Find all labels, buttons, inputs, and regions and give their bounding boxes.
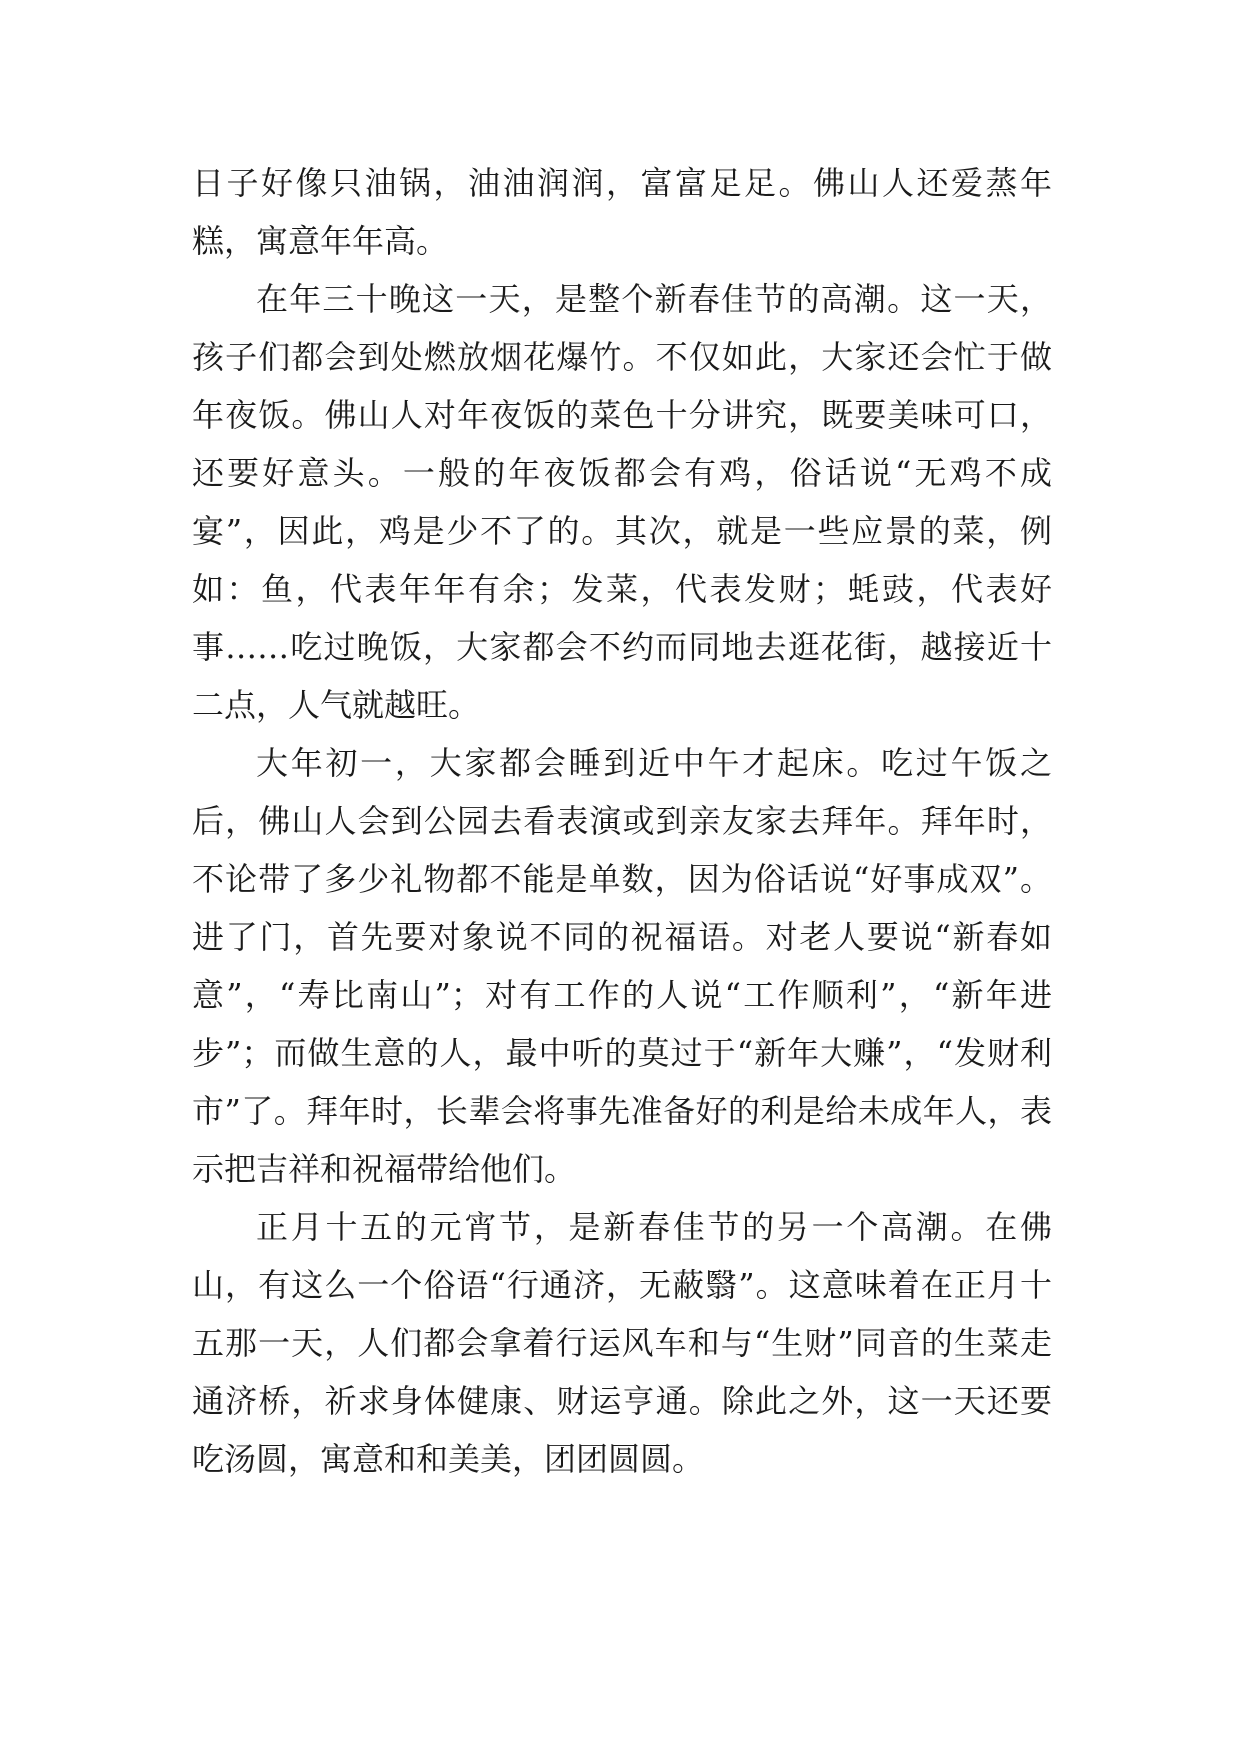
paragraph-new-years-eve: 在年三十晚这一天，是整个新春佳节的高潮。这一天，孩子们都会到处燃放烟花爆竹。不仅如此，大家还会忙于做年夜饭。佛山人对年夜饭的菜色十分讲究，既要美味可口，还要好意头。一般的年夜饭都会有鸡，俗话说“无鸡不成宴”，因此，鸡是少不了的。其次，就是一些应景的菜，例如：鱼，代表年年有余；发菜，代表发财；蚝豉，代表好事……吃过晚饭，大家都会不约而同地去逛花街，越接近十二点，人气就越旺。 — [192, 280, 1052, 724]
paragraph-first-day: 大年初一，大家都会睡到近中午才起床。吃过午饭之后，佛山人会到公园去看表演或到亲友家去拜年。拜年时，不论带了多少礼物都不能是单数，因为俗话说“好事成双”。进了门，首先要对象说不同的祝福语。对老人要说“新春如意”，“寿比南山”；对有工作的人说“工作顺利”，“新年进步”；而做生意的人，最中听的莫过于“新年大赚”，“发财利市”了。拜年时，长辈会将事先准备好的利是给未成年人，表示把吉祥和祝福带给他们。 — [192, 744, 1052, 1188]
paragraph-continuation: 日子好像只油锅，油油润润，富富足足。佛山人还爱蒸年糕，寓意年年高。 — [192, 164, 1052, 260]
body-text — [192, 154, 1052, 1488]
paragraph-lantern-festival: 正月十五的元宵节，是新春佳节的另一个高潮。在佛山，有这么一个俗语“行通济，无蔽翳”。这意味着在正月十五那一天，人们都会拿着行运风车和与“生财”同音的生菜走通济桥，祈求身体健康、财运亨通。除此之外，这一天还要吃汤圆，寓意和和美美，团团圆圆。 — [192, 1208, 1052, 1478]
